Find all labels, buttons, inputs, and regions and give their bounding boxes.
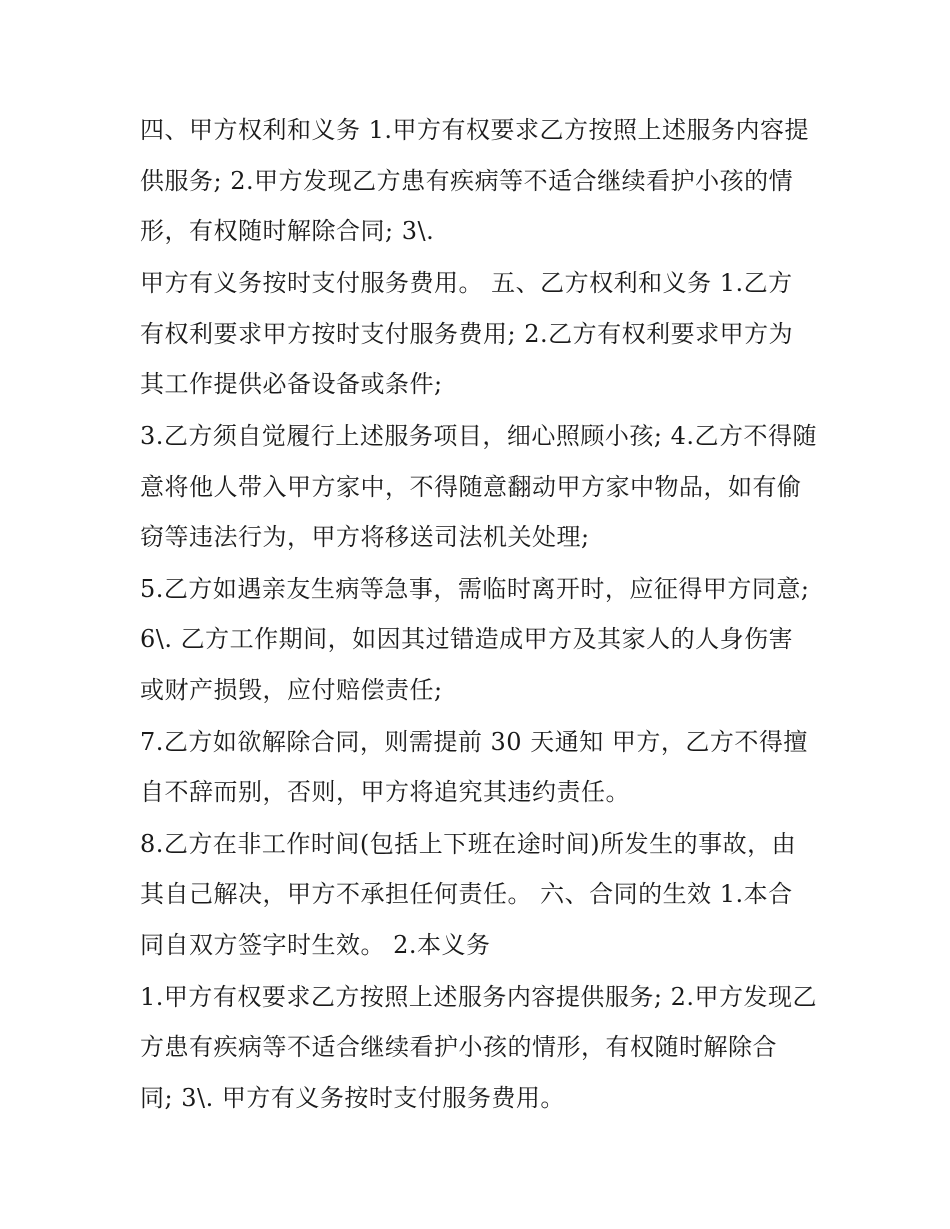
text-line: 自不辞而别，否则，甲方将追究其违约责任。 (140, 778, 630, 806)
text-line: 3.乙方须自觉履行上述服务项目，细心照顾小孩; 4.乙方不得随 (140, 422, 818, 450)
text-line: 有权利要求甲方按时支付服务费用; 2.乙方有权利要求甲方为 (140, 320, 794, 348)
text-line: 窃等违法行为，甲方将移送司法机关处理; (140, 523, 590, 551)
text-line: 方患有疾病等不适合继续看护小孩的情形，有权随时解除合 (140, 1033, 777, 1061)
text-line: 甲方有义务按时支付服务费用。 五、乙方权利和义务 1.乙方 (140, 269, 793, 297)
text-line: 形，有权随时解除合同; 3\. (140, 217, 435, 245)
text-line: 1.甲方有权要求乙方按照上述服务内容提供服务; 2.甲方发现乙 (140, 983, 818, 1011)
text-line: 5.乙方如遇亲友生病等急事，需临时离开时，应征得甲方同意; (140, 575, 810, 603)
text-line: 供服务; 2.甲方发现乙方患有疾病等不适合继续看护小孩的情 (140, 167, 794, 195)
text-line: 或财产损毁，应付赔偿责任; (140, 676, 443, 704)
text-line: 其工作提供必备设备或条件; (140, 370, 443, 398)
text-line: 同自双方签字时生效。 2.本义务 (140, 931, 491, 959)
text-line: 意将他人带入甲方家中，不得随意翻动甲方家中物品，如有偷 (140, 473, 802, 501)
text-line: 6\. 乙方工作期间，如因其过错造成甲方及其家人的人身伤害 (140, 625, 794, 653)
text-line: 同; 3\. 甲方有义务按时支付服务费用。 (140, 1084, 565, 1112)
text-line: 其自己解决，甲方不承担任何责任。 六、合同的生效 1.本合 (140, 880, 793, 908)
text-line: 8.乙方在非工作时间(包括上下班在途时间)所发生的事故，由 (140, 830, 797, 858)
text-line: 四、甲方权利和义务 1.甲方有权要求乙方按照上述服务内容提 (140, 116, 810, 144)
text-line: 7.乙方如欲解除合同，则需提前 30 天通知 甲方，乙方不得擅 (140, 728, 808, 756)
